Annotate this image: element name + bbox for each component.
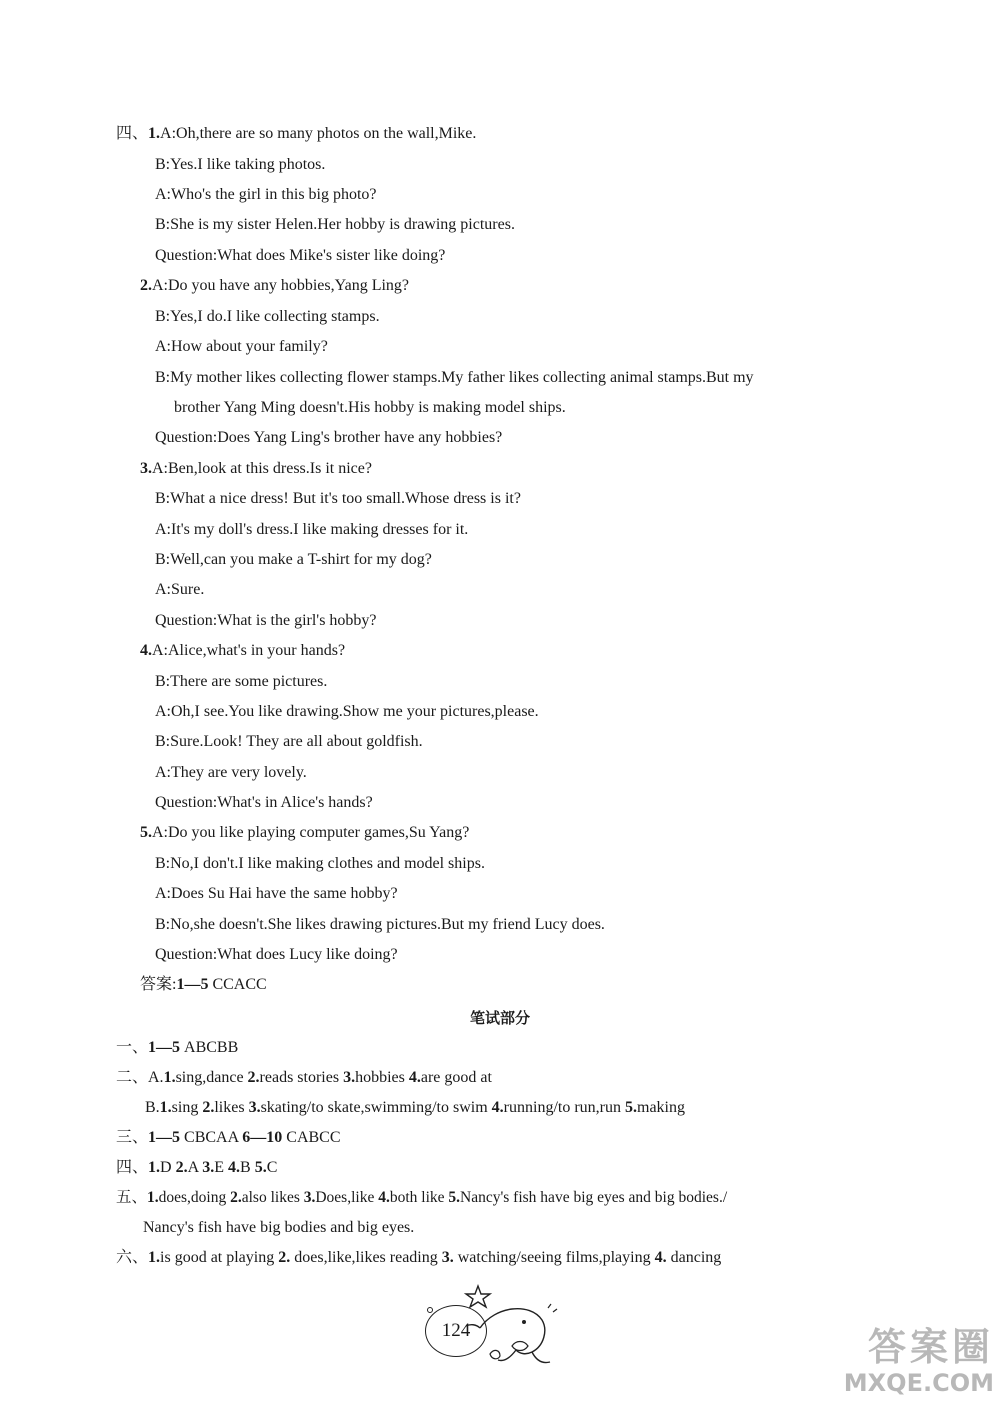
listening-line: 2.A:Do you have any hobbies,Yang Ling? bbox=[140, 277, 410, 294]
answer-line: 五、1.does,doing 2.also likes 3.Does,like 4.both like 5.Nancy's fish have big eyes and big bodies./ bbox=[116, 1189, 728, 1206]
answer-line: Nancy's fish have big bodies and big eyes. bbox=[143, 1219, 415, 1236]
listening-line: B:No,I don't.I like making clothes and model ships. bbox=[155, 855, 485, 872]
listening-line: A:Oh,I see.You like drawing.Show me your pictures,please. bbox=[155, 703, 539, 720]
listening-line: 5.A:Do you like playing computer games,Su Yang? bbox=[140, 824, 470, 841]
listening-line: B:Well,can you make a T-shirt for my dog? bbox=[155, 551, 432, 568]
watermark-url: MXQE.COM bbox=[843, 1369, 994, 1397]
listening-line: 3.A:Ben,look at this dress.Is it nice? bbox=[140, 460, 372, 477]
listening-line: B:She is my sister Helen.Her hobby is drawing pictures. bbox=[155, 216, 515, 233]
answer-line: 一、1—5 ABCBB bbox=[116, 1039, 239, 1056]
listening-line: A:They are very lovely. bbox=[155, 764, 307, 781]
listening-line: A:Who's the girl in this big photo? bbox=[155, 186, 377, 203]
answer-line: 六、1.is good at playing 2. does,like,likes reading 3. watching/seeing films,playing 4. dancing bbox=[116, 1249, 722, 1266]
listening-answer: 答案:1—5 CCACC bbox=[140, 976, 267, 993]
listening-line: B:Sure.Look! They are all about goldfish. bbox=[155, 733, 423, 750]
answer-line: 二、A.1.sing,dance 2.reads stories 3.hobbies 4.are good at bbox=[116, 1069, 492, 1086]
listening-line: A:Sure. bbox=[155, 581, 205, 598]
listening-line: Question:What does Mike's sister like doing? bbox=[155, 247, 446, 264]
listening-line: 四、1.A:Oh,there are so many photos on the wall,Mike. bbox=[116, 125, 477, 142]
listening-line: brother Yang Ming doesn't.His hobby is making model ships. bbox=[174, 399, 566, 416]
answer-line: 三、1—5 CBCAA 6—10 CABCC bbox=[116, 1129, 341, 1146]
answer-line: B.1.sing 2.likes 3.skating/to skate,swimming/to swim 4.running/to run,run 5.making bbox=[145, 1099, 685, 1116]
listening-line: B:My mother likes collecting flower stamps.My father likes collecting animal stamps.But my bbox=[155, 369, 754, 386]
listening-line: 4.A:Alice,what's in your hands? bbox=[140, 642, 346, 659]
listening-line: A:Does Su Hai have the same hobby? bbox=[155, 885, 398, 902]
listening-line: Question:Does Yang Ling's brother have any hobbies? bbox=[155, 429, 503, 446]
section-heading: 笔试部分 bbox=[469, 1009, 530, 1027]
listening-line: B:No,she doesn't.She likes drawing pictures.But my friend Lucy does. bbox=[155, 916, 605, 933]
listening-line: A:How about your family? bbox=[155, 338, 328, 355]
listening-line: Question:What's in Alice's hands? bbox=[155, 794, 373, 811]
watermark-title: 答案圈 bbox=[867, 1325, 994, 1369]
listening-line: B:There are some pictures. bbox=[155, 673, 328, 690]
listening-line: B:Yes.I like taking photos. bbox=[155, 156, 326, 173]
listening-line: Question:What is the girl's hobby? bbox=[155, 612, 377, 629]
listening-line: B:Yes,I do.I like collecting stamps. bbox=[155, 308, 380, 325]
listening-line: Question:What does Lucy like doing? bbox=[155, 946, 398, 963]
page-number: 124 bbox=[425, 1305, 487, 1357]
listening-line: A:It's my doll's dress.I like making dresses for it. bbox=[155, 521, 469, 538]
watermark-logo bbox=[754, 1325, 994, 1405]
listening-line: B:What a nice dress! But it's too small.Whose dress is it? bbox=[155, 490, 521, 507]
answer-line: 四、1.D 2.A 3.E 4.B 5.C bbox=[116, 1159, 278, 1176]
